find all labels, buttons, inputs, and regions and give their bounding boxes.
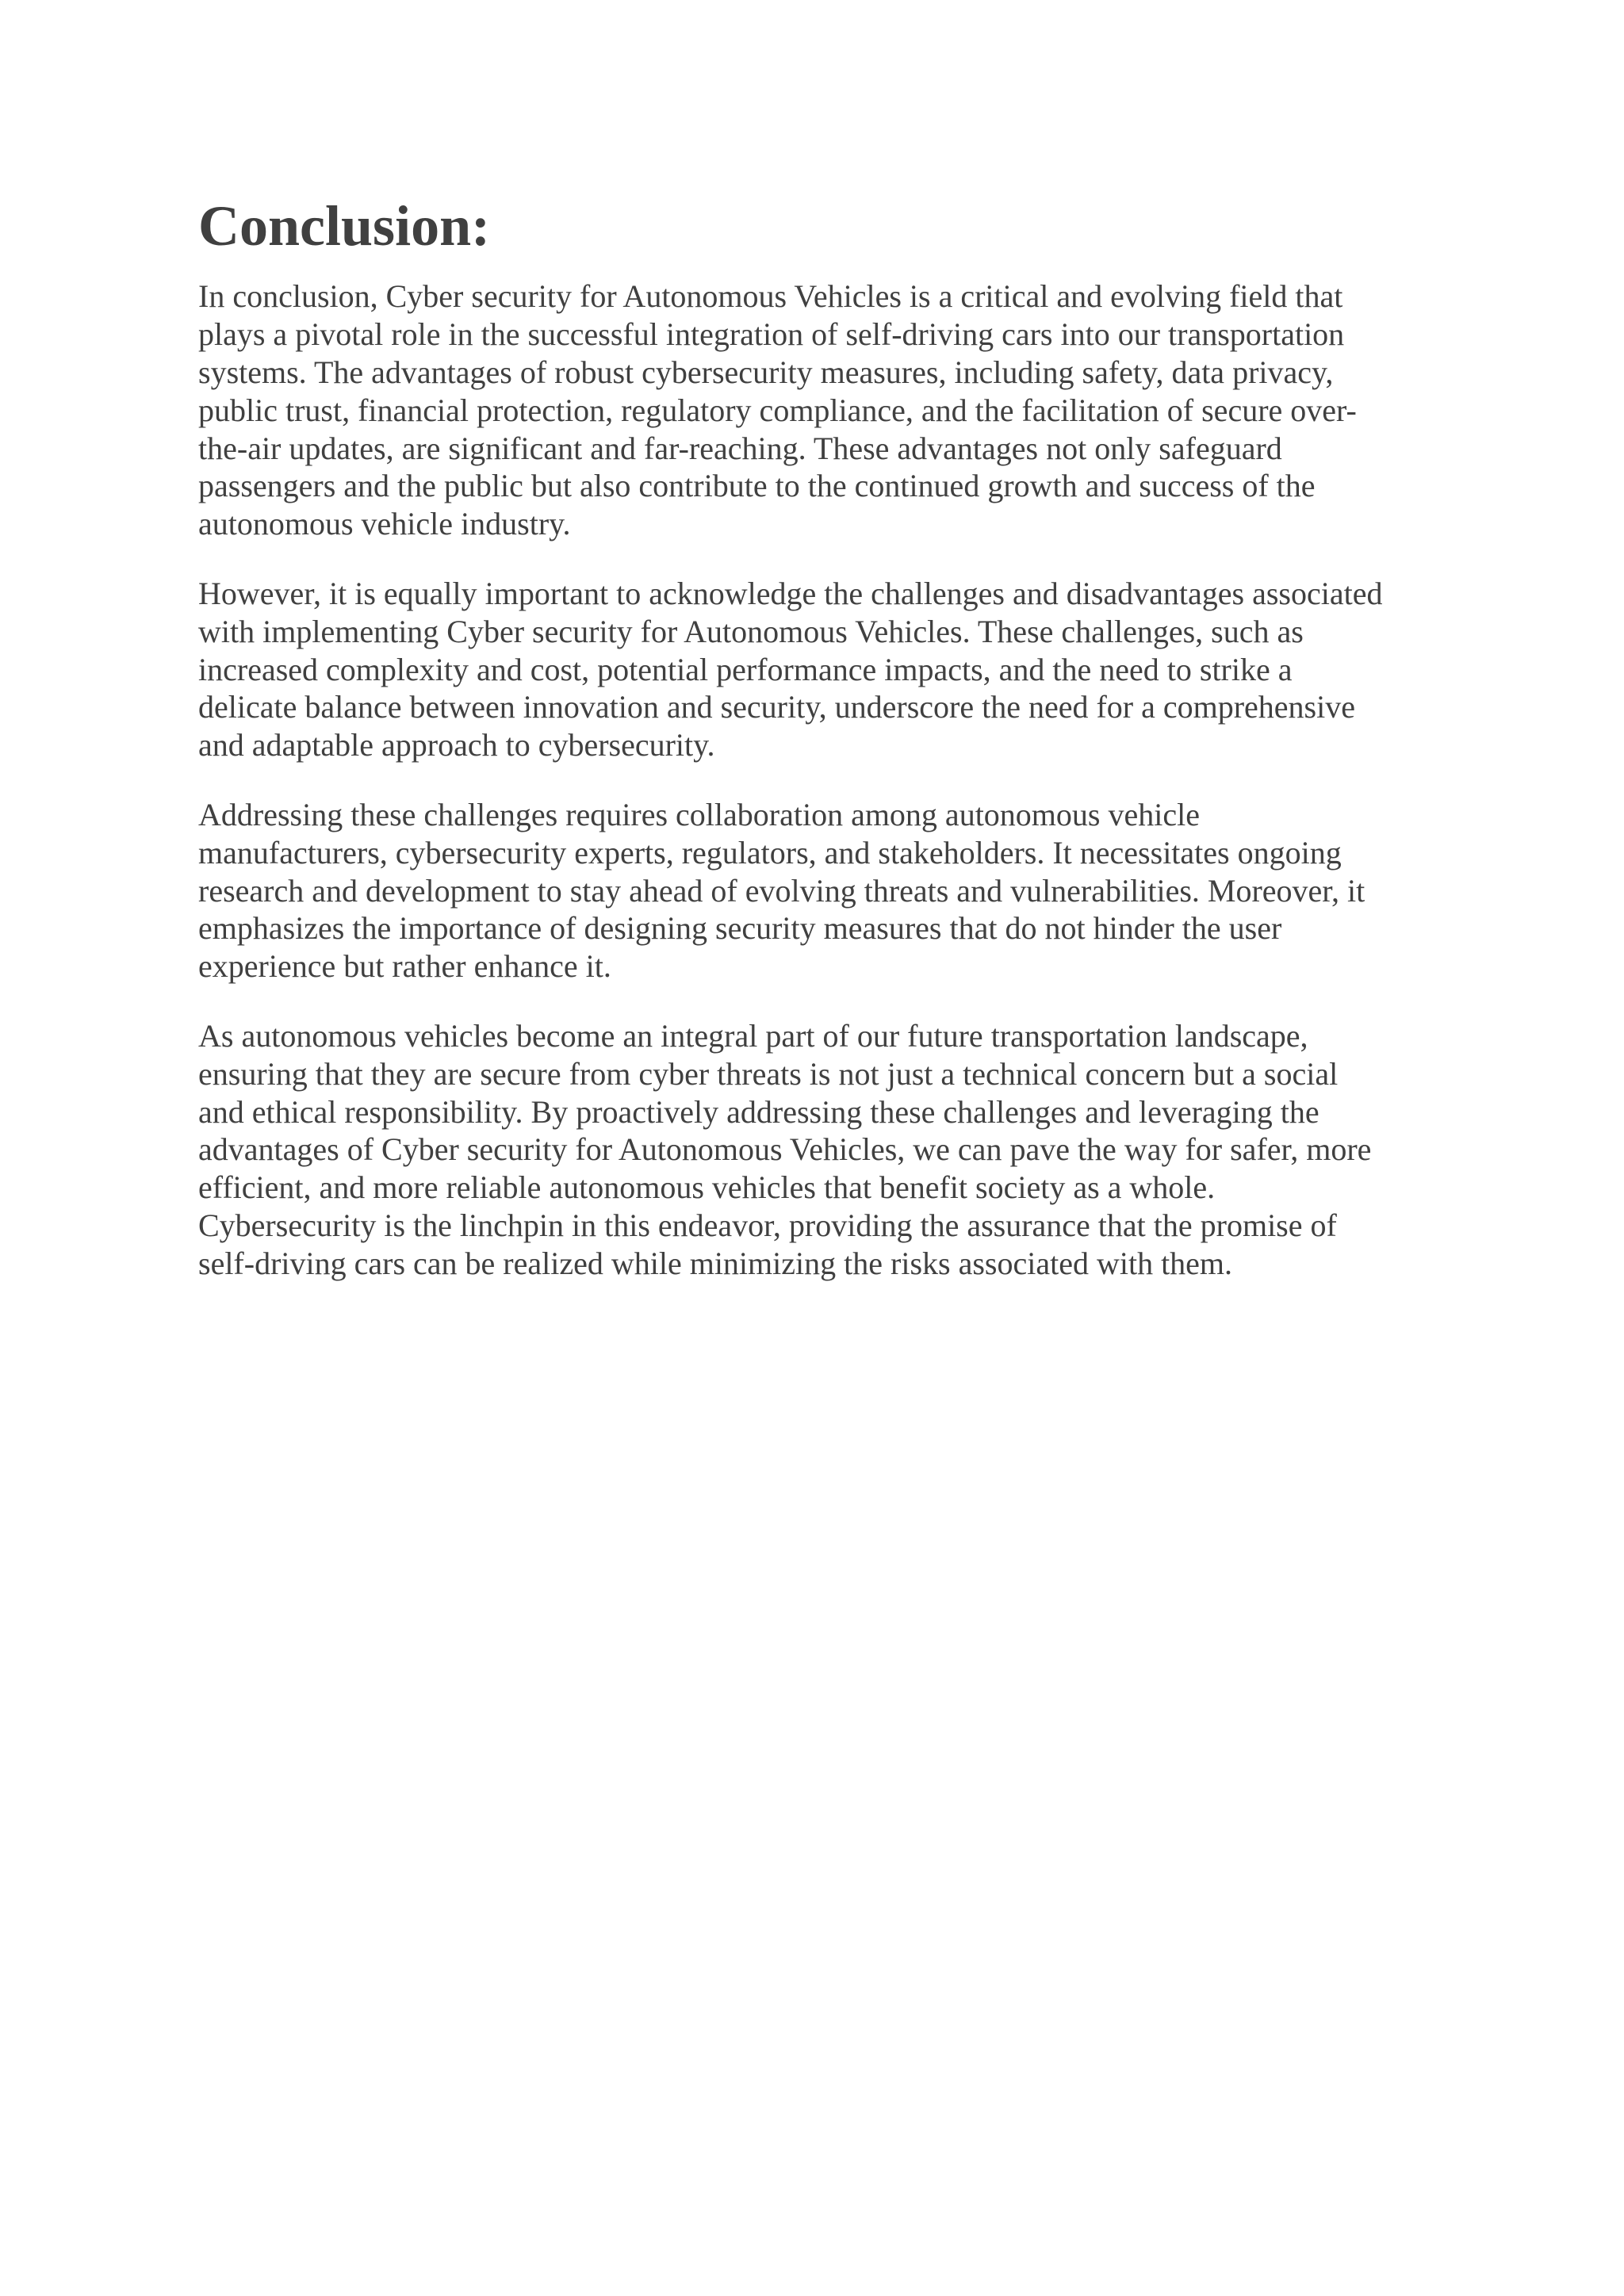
text-line: passengers and the public but also contribute to the continued growth and success of the xyxy=(198,468,1316,504)
text-line: research and development to stay ahead of evolving threats and vulnerabilities. Moreover, it xyxy=(198,872,1365,909)
text-line: Addressing these challenges requires collaboration among autonomous vehicle xyxy=(198,796,1200,832)
text-line: increased complexity and cost, potential performance impacts, and the need to strike a xyxy=(198,651,1293,687)
text-line: manufacturers, cybersecurity experts, regulators, and stakeholders. It necessitates ongoing xyxy=(198,834,1342,871)
text-line: and adaptable approach to cybersecurity. xyxy=(198,727,715,763)
document-body xyxy=(198,192,1447,1314)
text-line: experience but rather enhance it. xyxy=(198,948,611,985)
paragraph-1 xyxy=(198,277,1447,543)
paragraph-3 xyxy=(198,796,1447,985)
text-line: with implementing Cyber security for Autonomous Vehicles. These challenges, such as xyxy=(198,613,1304,649)
text-line: systems. The advantages of robust cybersecurity measures, including safety, data privacy, xyxy=(198,354,1334,390)
text-line: However, it is equally important to acknowledge the challenges and disadvantages associated xyxy=(198,575,1383,611)
text-line: Cybersecurity is the linchpin in this endeavor, providing the assurance that the promise of xyxy=(198,1207,1337,1243)
text-line: the-air updates, are significant and far-reaching. These advantages not only safeguard xyxy=(198,430,1282,466)
paragraph-4 xyxy=(198,1017,1447,1283)
text-line: delicate balance between innovation and security, underscore the need for a comprehensive xyxy=(198,689,1355,725)
text-line: and ethical responsibility. By proactively addressing these challenges and leveraging the xyxy=(198,1093,1320,1130)
text-line: autonomous vehicle industry. xyxy=(198,506,571,542)
text-line: In conclusion, Cyber security for Autonomous Vehicles is a critical and evolving field that xyxy=(198,278,1343,315)
text-line: emphasizes the importance of designing security measures that do not hinder the user xyxy=(198,910,1282,947)
text-line: public trust, financial protection, regulatory compliance, and the facilitation of secure over- xyxy=(198,392,1357,428)
text-line: self-driving cars can be realized while minimizing the risks associated with them. xyxy=(198,1245,1233,1281)
text-line: ensuring that they are secure from cyber threats is not just a technical concern but a social xyxy=(198,1055,1339,1092)
text-line: plays a pivotal role in the successful integration of self-driving cars into our transportation xyxy=(198,316,1345,353)
text-line: As autonomous vehicles become an integral part of our future transportation landscape, xyxy=(198,1017,1308,1054)
page-title: Conclusion: xyxy=(198,194,491,258)
paragraph-2 xyxy=(198,575,1447,764)
text-line: advantages of Cyber security for Autonomous Vehicles, we can pave the way for safer, more xyxy=(198,1131,1372,1168)
text-line: efficient, and more reliable autonomous vehicles that benefit society as a whole. xyxy=(198,1169,1216,1206)
